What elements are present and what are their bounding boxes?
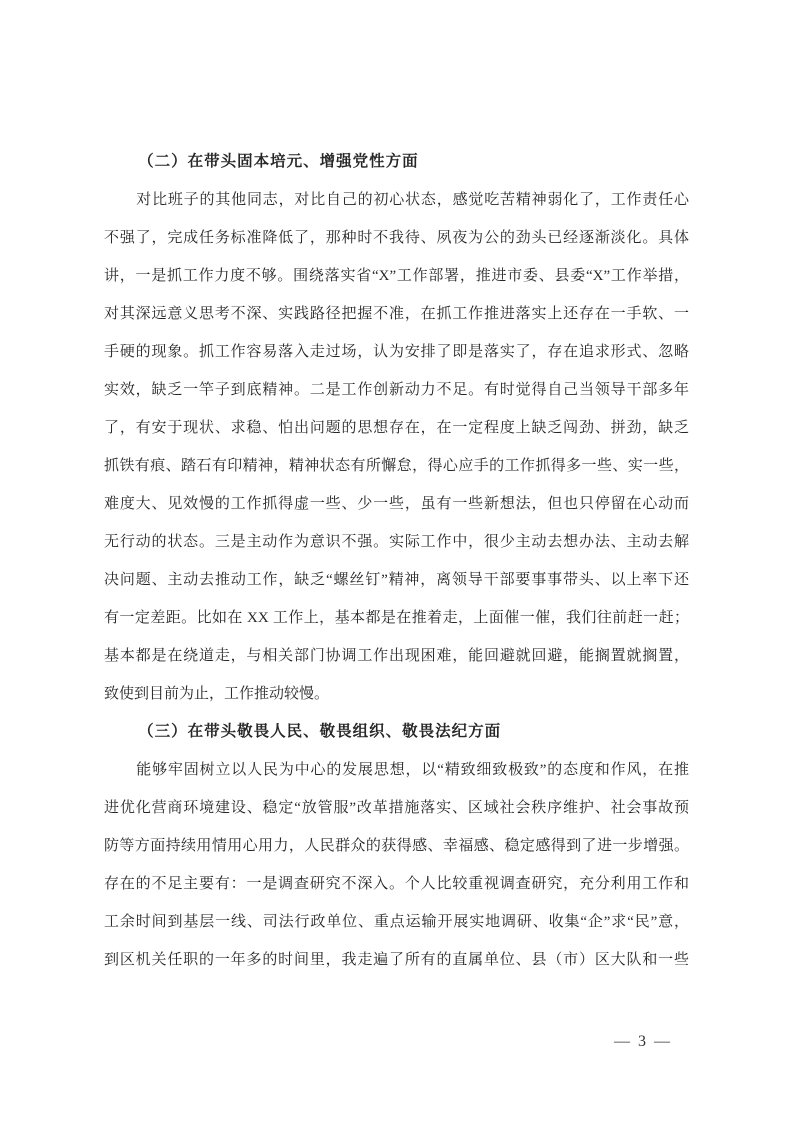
page-number: — 3 — bbox=[614, 1033, 672, 1050]
text-line: 防等方面持续用情用心用力，人民群众的获得感、幸福感、稳定感得到了进一步增强。 bbox=[104, 838, 689, 854]
text-line: 手硬的现象。抓工作容易落入走过场，认为安排了即是落实了，存在追求形式、忽略 bbox=[104, 344, 689, 360]
text-line: 对比班子的其他同志，对比自己的初心状态，感觉吃苦精神弱化了，工作责任心 bbox=[136, 192, 689, 208]
text-line: 有一定差距。比如在 XX 工作上，基本都是在推着走，上面催一催，我们往前赶一赶； bbox=[104, 610, 689, 626]
section-heading: （三）在带头敬畏人民、敬畏组织、敬畏法纪方面 bbox=[138, 723, 502, 740]
document-content bbox=[104, 143, 689, 979]
text-line: 基本都是在绕道走，与相关部门协调工作出现困难，能回避就回避，能搁置就搁置， bbox=[104, 648, 689, 664]
text-line: 到区机关任职的一年多的时间里，我走遍了所有的直属单位、县（市）区大队和一些 bbox=[104, 952, 689, 968]
text-line: 讲，一是抓工作力度不够。围绕落实省“X”工作部署，推进市委、县委“X”工作举措， bbox=[104, 268, 689, 284]
text-line: 不强了，完成任务标准降低了，那种时不我待、夙夜为公的劲头已经逐渐淡化。具体 bbox=[104, 230, 689, 246]
text-line: 难度大、见效慢的工作抓得虚一些、少一些，虽有一些新想法，但也只停留在心动而 bbox=[104, 496, 689, 512]
text-line: 对其深远意义思考不深、实践路径把握不准，在抓工作推进落实上还存在一手软、一 bbox=[104, 306, 689, 322]
text-line: 实效，缺乏一竿子到底精神。二是工作创新动力不足。有时觉得自己当领导干部多年 bbox=[104, 382, 689, 398]
text-line: 抓铁有痕、踏石有印精神，精神状态有所懈怠，得心应手的工作抓得多一些、实一些， bbox=[104, 458, 689, 474]
text-line: 进优化营商环境建设、稳定“放管服”改革措施落实、区域社会秩序维护、社会事故预 bbox=[104, 800, 689, 816]
text-line: 了，有安于现状、求稳、怕出问题的思想存在，在一定程度上缺乏闯劲、拼劲，缺乏 bbox=[104, 420, 689, 436]
text-line: 决问题、主动去推动工作，缺乏“螺丝钉”精神，离领导干部要事事带头、以上率下还 bbox=[104, 572, 689, 588]
text-line: 工余时间到基层一线、司法行政单位、重点运输开展实地调研、收集“企”求“民”意， bbox=[104, 914, 689, 930]
text-line: 能够牢固树立以人民为中心的发展思想，以“精致细致极致”的态度和作风，在推 bbox=[136, 762, 689, 778]
text-line: 无行动的状态。三是主动作为意识不强。实际工作中，很少主动去想办法、主动去解 bbox=[104, 534, 689, 550]
section-heading: （二）在带头固本培元、增强党性方面 bbox=[138, 153, 419, 170]
text-line: 致使到目前为止，工作推动较慢。 bbox=[104, 686, 330, 702]
text-line: 存在的不足主要有：一是调查研究不深入。个人比较重视调查研究，充分利用工作和 bbox=[104, 876, 689, 892]
